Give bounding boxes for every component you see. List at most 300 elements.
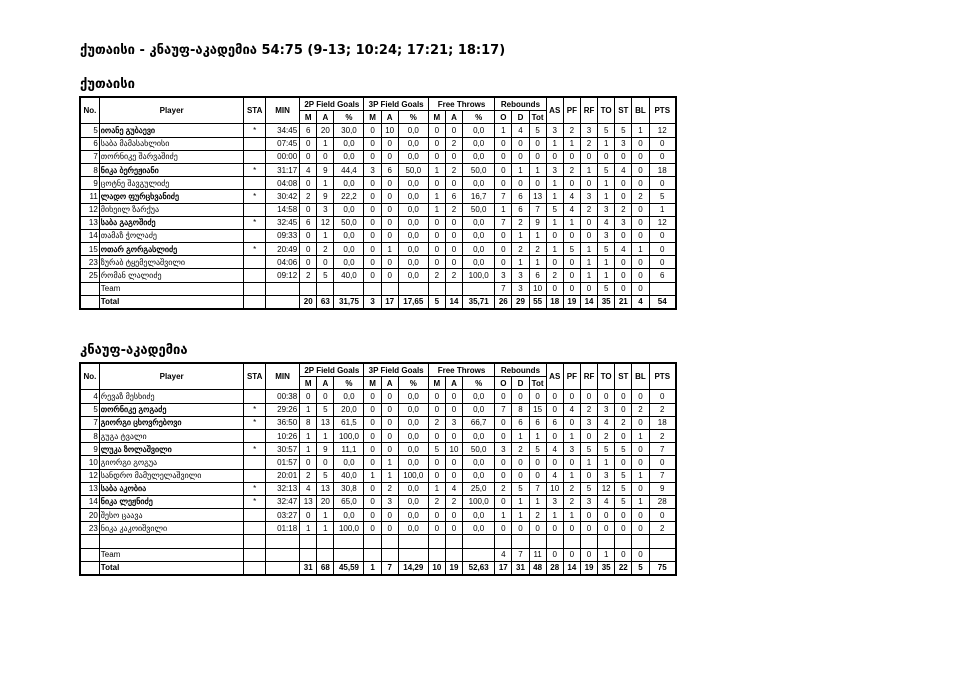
cell-ftm: 1 [428,190,445,203]
cell-bl: 1 [632,495,649,508]
cell-p3m: 0 [364,416,381,429]
cell-as: 18 [546,295,563,309]
cell-pf: 0 [563,390,580,403]
cell-ftm: 10 [428,561,445,575]
cell-o: 0 [495,163,512,176]
cell-min: 29:26 [265,403,299,416]
cell-p2p: 100,0 [334,522,364,535]
cell-o: 0 [495,390,512,403]
cell-name: გიორგი ცხოვრებოვი [99,416,244,429]
cell-no: 5 [80,124,99,137]
cell-ftm: 0 [428,137,445,150]
team-row [80,282,676,295]
cell-p2p: 0,0 [334,243,364,256]
cell-p2p: 0,0 [334,177,364,190]
cell-p2p: 100,0 [334,429,364,442]
cell-st: 2 [615,203,632,216]
cell-p3p [398,282,428,295]
cell-sta [244,469,265,482]
cell-fta [445,548,462,561]
cell-sta [244,256,265,269]
cell-ftp: 0,0 [463,469,495,482]
team-1-heading: ქუთაისი [80,77,135,92]
cell-fta: 0 [445,429,462,442]
cell-ftm: 5 [428,295,445,309]
cell-pts: 0 [649,137,676,150]
cell-p3a: 0 [381,403,398,416]
cell-d: 0 [512,456,529,469]
cell-no: 14 [80,229,99,242]
cell-p3a: 6 [381,163,398,176]
cell-p2a: 1 [317,429,334,442]
cell-p3p: 0,0 [398,269,428,282]
cell-to: 3 [598,403,615,416]
cell-p3p: 0,0 [398,256,428,269]
cell-p3a: 0 [381,137,398,150]
cell-rf: 3 [580,124,597,137]
cell-st: 5 [615,469,632,482]
cell-fta: 19 [445,561,462,575]
cell-bl: 0 [632,482,649,495]
cell-p2m: 1 [300,403,317,416]
cell-ftm: 0 [428,177,445,190]
cell-o: 17 [495,561,512,575]
cell-fta: 0 [445,256,462,269]
cell-bl [632,535,649,548]
cell-p2a: 5 [317,269,334,282]
cell-no [80,561,99,575]
cell-min: 32:47 [265,495,299,508]
cell-rf: 0 [580,150,597,163]
cell-tot: 0 [529,177,546,190]
cell-to: 1 [598,548,615,561]
cell-p2a: 1 [317,229,334,242]
cell-p2m: 6 [300,216,317,229]
cell-sta [244,137,265,150]
cell-bl: 0 [632,150,649,163]
header-no: No. [80,363,99,390]
cell-p2a [317,548,334,561]
cell-pts: 18 [649,416,676,429]
cell-sta [244,548,265,561]
cell-p2m: 0 [300,243,317,256]
cell-ftp: 16,7 [463,190,495,203]
cell-p2m: 4 [300,163,317,176]
cell-d: 0 [512,150,529,163]
cell-rf: 1 [580,256,597,269]
cell-d: 3 [512,269,529,282]
cell-ftp: 0,0 [463,256,495,269]
cell-p3p: 0,0 [398,177,428,190]
cell-o: 3 [495,269,512,282]
cell-rf: 1 [580,269,597,282]
cell-sta [244,269,265,282]
cell-no: 4 [80,390,99,403]
cell-p2m: 0 [300,390,317,403]
cell-p3p: 0,0 [398,495,428,508]
cell-bl: 2 [632,403,649,416]
cell-ftp: 0,0 [463,124,495,137]
cell-p2m [300,548,317,561]
cell-bl: 0 [632,456,649,469]
cell-d: 5 [512,482,529,495]
cell-rf: 0 [580,177,597,190]
cell-as [546,535,563,548]
header-2p-field-goals: 2P Field Goals [300,97,364,111]
cell-name: Total [99,295,244,309]
cell-p3p: 0,0 [398,216,428,229]
header-pts: PTS [649,363,676,390]
cell-ftp: 0,0 [463,229,495,242]
cell-no [80,282,99,295]
cell-pf: 1 [563,137,580,150]
cell-as: 0 [546,456,563,469]
cell-pts: 1 [649,203,676,216]
cell-st: 21 [615,295,632,309]
cell-p2a: 63 [317,295,334,309]
subheader-d: D [512,377,529,390]
cell-d: 1 [512,163,529,176]
cell-sta: * [244,163,265,176]
cell-o: 26 [495,295,512,309]
cell-st: 0 [615,229,632,242]
cell-as: 6 [546,416,563,429]
cell-p3m: 1 [364,561,381,575]
cell-name: მიხეილ ზარქუა [99,203,244,216]
cell-sta: * [244,443,265,456]
cell-fta: 0 [445,243,462,256]
cell-p3p: 0,0 [398,229,428,242]
cell-st: 0 [615,509,632,522]
cell-pts: 6 [649,269,676,282]
cell-ftm: 0 [428,216,445,229]
cell-p2m: 4 [300,482,317,495]
cell-sta: * [244,190,265,203]
cell-p3p: 0,0 [398,456,428,469]
cell-pf: 1 [563,216,580,229]
cell-p3m: 0 [364,177,381,190]
subheader-m: M [428,111,445,124]
cell-p3m: 0 [364,243,381,256]
header-st: ST [615,97,632,124]
cell-to: 1 [598,269,615,282]
cell-p2a: 1 [317,522,334,535]
cell-pf [563,535,580,548]
cell-min: 30:42 [265,190,299,203]
cell-name: Team [99,548,244,561]
header-min: MIN [265,97,299,124]
cell-p2p: 30,8 [334,482,364,495]
cell-bl: 0 [632,443,649,456]
cell-ftp: 0,0 [463,216,495,229]
cell-no: 14 [80,495,99,508]
cell-p2p: 30,0 [334,124,364,137]
header-3p-field-goals: 3P Field Goals [364,363,428,377]
header-free-throws: Free Throws [428,97,494,111]
cell-p3p: 17,65 [398,295,428,309]
cell-d: 1 [512,509,529,522]
cell-bl: 1 [632,429,649,442]
total-row [80,561,676,575]
cell-fta: 2 [445,495,462,508]
subheader-m: M [364,111,381,124]
player-row [80,509,676,522]
cell-p3p: 0,0 [398,443,428,456]
header-free-throws: Free Throws [428,363,494,377]
cell-p3m: 0 [364,203,381,216]
cell-fta: 0 [445,229,462,242]
cell-pts: 0 [649,509,676,522]
cell-p3p [398,535,428,548]
cell-o: 0 [495,495,512,508]
cell-min: 14:58 [265,203,299,216]
header-pf: PF [563,97,580,124]
cell-to [598,535,615,548]
cell-to: 1 [598,456,615,469]
cell-to: 0 [598,390,615,403]
cell-st: 5 [615,443,632,456]
cell-ftp: 25,0 [463,482,495,495]
subheader-tot: Tot [529,111,546,124]
cell-pf: 0 [563,229,580,242]
cell-min [265,561,299,575]
cell-pf: 4 [563,403,580,416]
cell-st: 2 [615,416,632,429]
cell-ftm: 1 [428,203,445,216]
cell-pf: 4 [563,203,580,216]
cell-p3a: 0 [381,177,398,190]
cell-d: 0 [512,469,529,482]
cell-tot: 1 [529,256,546,269]
cell-p2p: 0,0 [334,390,364,403]
cell-ftm: 2 [428,495,445,508]
cell-ftp: 52,63 [463,561,495,575]
cell-sta: * [244,482,265,495]
cell-tot: 0 [529,522,546,535]
cell-p2p: 0,0 [334,203,364,216]
cell-st [615,535,632,548]
cell-fta [445,535,462,548]
header-bl: BL [632,363,649,390]
cell-as: 2 [546,269,563,282]
cell-sta: * [244,495,265,508]
cell-no: 6 [80,137,99,150]
cell-no: 5 [80,403,99,416]
cell-bl: 0 [632,203,649,216]
cell-tot: 2 [529,509,546,522]
cell-ftm [428,535,445,548]
cell-st: 0 [615,522,632,535]
cell-bl: 1 [632,243,649,256]
cell-tot: 13 [529,190,546,203]
cell-ftp [463,548,495,561]
cell-tot: 5 [529,124,546,137]
cell-p2m: 6 [300,124,317,137]
header-pf: PF [563,363,580,390]
cell-p3a: 0 [381,216,398,229]
cell-bl: 0 [632,137,649,150]
cell-p3a: 1 [381,456,398,469]
cell-min [265,535,299,548]
cell-as: 3 [546,495,563,508]
cell-p3a: 10 [381,124,398,137]
cell-st: 22 [615,561,632,575]
cell-ftp: 0,0 [463,243,495,256]
cell-ftm: 2 [428,269,445,282]
cell-name: ლუკა ზოლაშვილი [99,443,244,456]
cell-ftm: 0 [428,243,445,256]
cell-pf: 0 [563,150,580,163]
header-2p-field-goals: 2P Field Goals [300,363,364,377]
cell-sta: * [244,243,265,256]
cell-st: 0 [615,456,632,469]
cell-st: 0 [615,548,632,561]
cell-as: 0 [546,403,563,416]
cell-tot: 11 [529,548,546,561]
cell-st: 0 [615,390,632,403]
cell-sta [244,150,265,163]
cell-no: 20 [80,509,99,522]
header-min: MIN [265,363,299,390]
cell-o: 0 [495,522,512,535]
cell-d: 1 [512,256,529,269]
cell-ftm [428,282,445,295]
cell-rf: 0 [580,390,597,403]
cell-tot: 6 [529,269,546,282]
cell-as: 4 [546,443,563,456]
cell-bl: 0 [632,509,649,522]
cell-sta [244,509,265,522]
cell-ftp: 50,0 [463,443,495,456]
cell-pf: 3 [563,443,580,456]
cell-p3a: 0 [381,443,398,456]
cell-no: 9 [80,443,99,456]
cell-name: თორნიკე გოგაძე [99,403,244,416]
cell-tot: 7 [529,203,546,216]
cell-name: ნიკა ლეჟნიძე [99,495,244,508]
cell-pts: 5 [649,190,676,203]
cell-fta: 2 [445,203,462,216]
cell-to: 4 [598,216,615,229]
cell-min: 04:06 [265,256,299,269]
cell-p3m [364,535,381,548]
cell-ftp: 100,0 [463,269,495,282]
cell-pts [649,548,676,561]
player-row [80,390,676,403]
cell-pts: 2 [649,522,676,535]
cell-o: 0 [495,177,512,190]
cell-fta: 0 [445,124,462,137]
cell-p3p: 0,0 [398,137,428,150]
cell-pf: 0 [563,256,580,269]
subheader-tot: Tot [529,377,546,390]
cell-p2m: 1 [300,522,317,535]
cell-p3m [364,282,381,295]
cell-tot: 0 [529,150,546,163]
cell-p2m: 0 [300,509,317,522]
cell-p2p: 0,0 [334,150,364,163]
cell-no: 11 [80,190,99,203]
cell-fta: 0 [445,522,462,535]
cell-bl: 0 [632,229,649,242]
cell-p2p: 50,0 [334,216,364,229]
cell-pts: 0 [649,243,676,256]
cell-pf: 14 [563,561,580,575]
cell-p3a: 0 [381,509,398,522]
cell-p3m: 0 [364,256,381,269]
cell-fta: 14 [445,295,462,309]
cell-pf: 2 [563,163,580,176]
subheader-pct: % [398,377,428,390]
cell-p2a: 0 [317,256,334,269]
cell-pf: 0 [563,282,580,295]
cell-bl: 0 [632,282,649,295]
cell-o: 3 [495,443,512,456]
cell-d: 1 [512,429,529,442]
cell-as: 1 [546,137,563,150]
cell-ftp: 0,0 [463,390,495,403]
player-row [80,190,676,203]
total-row [80,295,676,309]
cell-d: 7 [512,548,529,561]
cell-to: 1 [598,256,615,269]
cell-name: ნიკა ბერეჟიანი [99,163,244,176]
cell-to: 1 [598,190,615,203]
cell-p3p: 0,0 [398,509,428,522]
cell-p3p: 0,0 [398,429,428,442]
cell-ftm: 0 [428,429,445,442]
cell-st: 5 [615,482,632,495]
cell-tot: 1 [529,229,546,242]
cell-p2m: 1 [300,429,317,442]
cell-sta [244,282,265,295]
cell-pf: 0 [563,522,580,535]
cell-p2a: 0 [317,456,334,469]
cell-as: 0 [546,522,563,535]
cell-p2p: 11,1 [334,443,364,456]
cell-p3m: 0 [364,137,381,150]
header-rf: RF [580,363,597,390]
cell-p2m: 0 [300,229,317,242]
cell-p3a: 17 [381,295,398,309]
cell-as: 0 [546,256,563,269]
cell-p3m: 0 [364,509,381,522]
cell-pts: 2 [649,403,676,416]
cell-p3p: 0,0 [398,416,428,429]
cell-fta: 0 [445,150,462,163]
cell-rf: 2 [580,403,597,416]
cell-no: 9 [80,177,99,190]
cell-ftp: 0,0 [463,177,495,190]
subheader-a: A [445,111,462,124]
player-row [80,429,676,442]
cell-name: ცოტნე შავგულიძე [99,177,244,190]
cell-pf: 0 [563,177,580,190]
cell-p3m: 0 [364,269,381,282]
cell-p3p: 14,29 [398,561,428,575]
cell-min: 01:18 [265,522,299,535]
cell-p3m: 0 [364,190,381,203]
cell-no: 12 [80,469,99,482]
cell-pf: 19 [563,295,580,309]
cell-p2p: 0,0 [334,229,364,242]
cell-p3m: 3 [364,295,381,309]
cell-ftp: 50,0 [463,203,495,216]
cell-pts [649,535,676,548]
cell-to: 5 [598,243,615,256]
cell-p3m: 0 [364,229,381,242]
cell-name: იოანე გუბაევი [99,124,244,137]
